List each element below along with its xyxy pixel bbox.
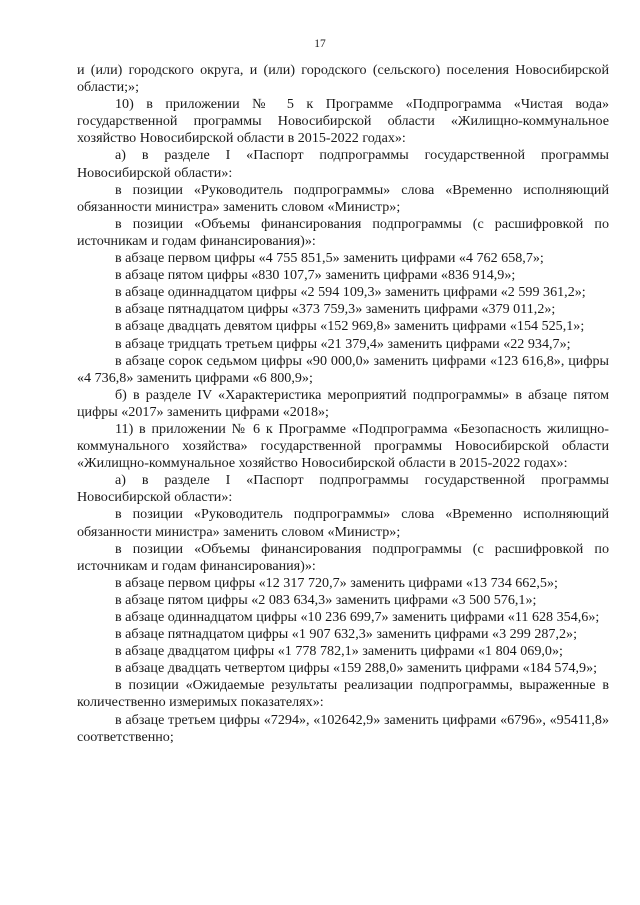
paragraph: в абзаце тридцать третьем цифры «21 379,4» заменить цифрами «22 934,7»; xyxy=(115,335,571,352)
paragraph: б) в разделе IV «Характеристика мероприятий подпрограммы» в абзаце пятом цифры «2017» заменить цифрами «2018»; xyxy=(77,386,609,420)
paragraph: а) в разделе I «Паспорт подпрограммы государственной программы Новосибирской области»: xyxy=(77,472,609,506)
paragraph: в абзаце двадцатом цифры «1 778 782,1» заменить цифрами «1 804 069,0»; xyxy=(115,643,563,660)
paragraph: в позиции «Объемы финансирования подпрограммы (с расшифровкой по источникам и годам финансирования)»: xyxy=(77,215,609,249)
paragraph: в позиции «Ожидаемые результаты реализации подпрограммы, выраженные в количественно измеримых показателях»: xyxy=(77,677,609,711)
paragraph: в абзаце пятом цифры «2 083 634,3» заменить цифрами «3 500 576,1»; xyxy=(115,591,537,608)
document-body xyxy=(77,62,609,746)
paragraph: в позиции «Объемы финансирования подпрограммы (с расшифровкой по источникам и годам финансирования)»: xyxy=(77,540,609,574)
paragraph: в позиции «Руководитель подпрограммы» слова «Временно исполняющий обязанности министра» заменить словом «Министр»; xyxy=(77,506,609,540)
paragraph: в абзаце одиннадцатом цифры «2 594 109,3» заменить цифрами «2 599 361,2»; xyxy=(115,284,586,301)
paragraph: в позиции «Руководитель подпрограммы» слова «Временно исполняющий обязанности министра» заменить словом «Министр»; xyxy=(77,181,609,215)
paragraph: и (или) городского округа, и (или) городского (сельского) поселения Новосибирской области;»; xyxy=(77,62,609,96)
paragraph: в абзаце первом цифры «4 755 851,5» заменить цифрами «4 762 658,7»; xyxy=(115,250,544,267)
paragraph: в абзаце пятом цифры «830 107,7» заменить цифрами «836 914,9»; xyxy=(115,267,516,284)
paragraph: в абзаце первом цифры «12 317 720,7» заменить цифрами «13 734 662,5»; xyxy=(115,574,558,591)
paragraph: в абзаце одиннадцатом цифры «10 236 699,7» заменить цифрами «11 628 354,6»; xyxy=(115,609,600,625)
paragraph: в абзаце третьем цифры «7294», «102642,9» заменить цифрами «6796», «95411,8» соответственно; xyxy=(77,711,609,745)
paragraph: в абзаце пятнадцатом цифры «1 907 632,3» заменить цифрами «3 299 287,2»; xyxy=(115,626,577,643)
paragraph: 10) в приложении № 5 к Программе «Подпрограмма «Чистая вода» государственной программы Новосибирской области «Жилищно-коммунальное хозяйство Новосибирской области в 2015-2022 годах»: xyxy=(77,96,609,147)
paragraph: в абзаце двадцать девятом цифры «152 969,8» заменить цифрами «154 525,1»; xyxy=(115,318,585,335)
paragraph: в абзаце пятнадцатом цифры «373 759,3» заменить цифрами «379 011,2»; xyxy=(115,301,556,318)
paragraph: 11) в приложении № 6 к Программе «Подпрограмма «Безопасность жилищно-коммунального хозяйства» государственной программы Новосибирской области «Жилищно-коммунальное хозяйство Новосибирской области в 2015-2022 годах»: xyxy=(77,420,609,472)
paragraph: в абзаце сорок седьмом цифры «90 000,0» заменить цифрами «123 616,8», цифры «4 736,8» заменить цифрами «6 800,9»; xyxy=(77,352,609,386)
page-number: 17 xyxy=(314,38,326,50)
paragraph: в абзаце двадцать четвертом цифры «159 288,0» заменить цифрами «184 574,9»; xyxy=(115,660,598,677)
paragraph: а) в разделе I «Паспорт подпрограммы государственной программы Новосибирской области»: xyxy=(77,147,609,181)
